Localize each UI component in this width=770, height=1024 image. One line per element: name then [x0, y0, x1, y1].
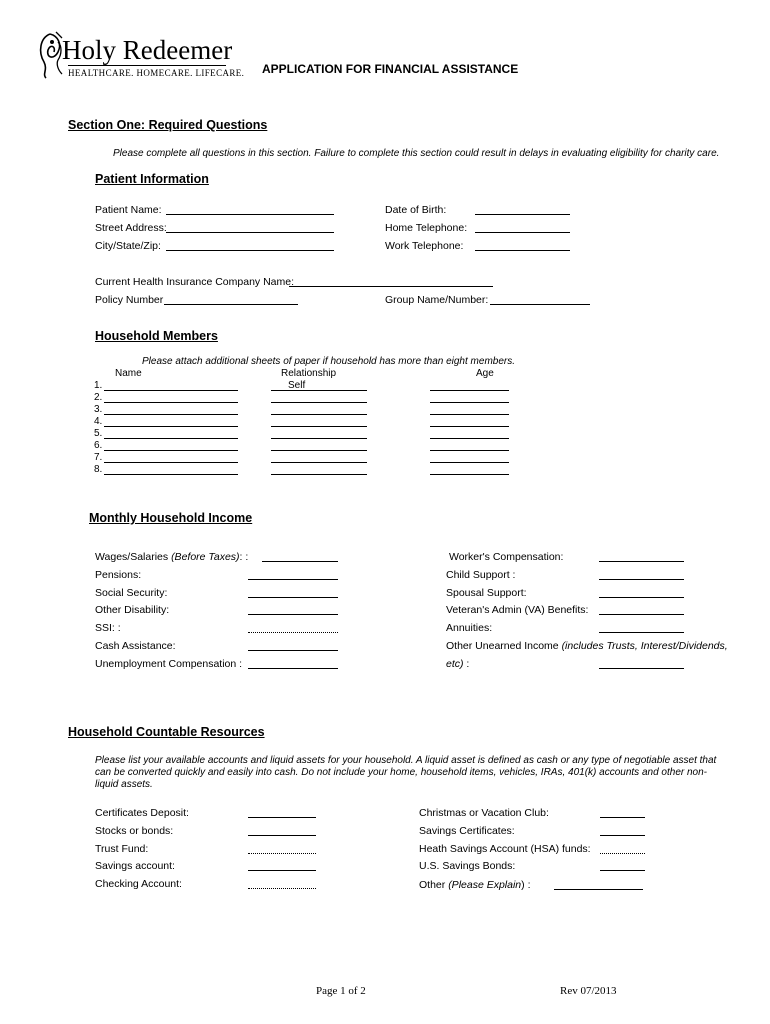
member-name-field[interactable] [104, 450, 238, 451]
section-one-title: Section One: Required Questions [68, 118, 268, 132]
street-address-label: Street Address: [95, 222, 167, 234]
ssi-field[interactable] [248, 632, 338, 633]
member-name-field[interactable] [104, 438, 238, 439]
cash-assistance-field[interactable] [248, 650, 338, 651]
member-age-field[interactable] [430, 414, 509, 415]
stocks-bonds-field[interactable] [248, 835, 316, 836]
city-state-zip-field[interactable] [166, 250, 334, 251]
savings-certificates-label: Savings Certificates: [419, 825, 515, 837]
member-row-number: 8. [94, 464, 103, 475]
member-relationship-field[interactable] [271, 390, 367, 391]
member-row-number: 7. [94, 452, 103, 463]
member-relationship-field[interactable] [271, 474, 367, 475]
patient-info-title: Patient Information [95, 172, 209, 186]
checking-account-field[interactable] [248, 888, 316, 889]
certificates-deposit-label: Certificates Deposit: [95, 807, 189, 819]
us-savings-bonds-field[interactable] [600, 870, 645, 871]
wages-field[interactable] [262, 561, 338, 562]
member-age-field[interactable] [430, 474, 509, 475]
spousal-support-label: Spousal Support: [446, 587, 527, 599]
member-relationship-field[interactable] [271, 402, 367, 403]
wages-label: Wages/Salaries (Before Taxes): : [95, 551, 249, 563]
member-row-number: 2. [94, 392, 103, 403]
relationship-self: Self [288, 380, 306, 391]
other-explain-label: Other (Please Explain) : [419, 879, 531, 891]
street-address-field[interactable] [166, 232, 334, 233]
logo [36, 30, 245, 82]
monthly-income-title: Monthly Household Income [89, 511, 253, 525]
group-number-label: Group Name/Number: [385, 294, 489, 306]
household-members-title: Household Members [95, 329, 218, 343]
member-relationship-field[interactable] [271, 438, 367, 439]
member-row-number: 6. [94, 440, 103, 451]
revision: Rev 07/2013 [560, 985, 617, 997]
social-security-field[interactable] [248, 597, 338, 598]
member-row-number: 5. [94, 428, 103, 439]
annuities-field[interactable] [599, 632, 684, 633]
member-name-field[interactable] [104, 462, 238, 463]
savings-account-label: Savings account: [95, 860, 175, 872]
member-name-field[interactable] [104, 414, 238, 415]
patient-name-label: Patient Name: [95, 204, 162, 216]
member-age-field[interactable] [430, 438, 509, 439]
member-relationship-field[interactable] [271, 450, 367, 451]
certificates-deposit-field[interactable] [248, 817, 316, 818]
policy-number-label: Policy Number [95, 294, 164, 306]
member-age-field[interactable] [430, 450, 509, 451]
countable-resources-title: Household Countable Resources [68, 725, 265, 739]
other-unearned-label-line2: etc) : [446, 658, 470, 670]
social-security-label: Social Security: [95, 587, 168, 599]
member-row-number: 3. [94, 404, 103, 415]
city-state-zip-label: City/State/Zip: [95, 240, 161, 252]
ssi-label: SSI: : [95, 622, 121, 634]
checking-account-label: Checking Account: [95, 878, 182, 890]
col-name-header: Name [115, 368, 142, 379]
home-telephone-field[interactable] [475, 232, 570, 233]
pensions-field[interactable] [248, 579, 338, 580]
trust-fund-field[interactable] [248, 853, 316, 854]
cash-assistance-label: Cash Assistance: [95, 640, 176, 652]
veterans-field[interactable] [599, 614, 684, 615]
other-disability-label: Other Disability: [95, 604, 170, 616]
us-savings-bonds-label: U.S. Savings Bonds: [419, 860, 516, 872]
logo-name: Holy Redeemer [62, 35, 233, 65]
annuities-label: Annuities: [446, 622, 493, 634]
col-relationship-header: Relationship [281, 368, 337, 379]
logo-tagline: HEALTHCARE. HOMECARE. LIFECARE. [68, 68, 245, 78]
member-age-field[interactable] [430, 462, 509, 463]
hsa-funds-field[interactable] [600, 853, 645, 854]
form-title: APPLICATION FOR FINANCIAL ASSISTANCE [262, 62, 519, 76]
hsa-funds-label: Heath Savings Account (HSA) funds: [419, 843, 591, 855]
savings-account-field[interactable] [248, 870, 316, 871]
resources-instructions-line1: Please list your available accounts and liquid assets for your household. A liquid asset is defined as cash or any type of negotiable asset that [95, 755, 717, 766]
home-telephone-label: Home Telephone: [385, 222, 468, 234]
resources-instructions-line2: can be converted quickly and easily into cash. Do not include your home, household items, vehicles, IRAs, 401(k) accounts and other non- [95, 767, 708, 778]
date-of-birth-label: Date of Birth: [385, 204, 447, 216]
member-relationship-field[interactable] [271, 462, 367, 463]
other-disability-field[interactable] [248, 614, 338, 615]
policy-number-field[interactable] [164, 304, 298, 305]
workers-comp-field[interactable] [599, 561, 684, 562]
member-age-field[interactable] [430, 402, 509, 403]
child-support-field[interactable] [599, 579, 684, 580]
member-relationship-field[interactable] [271, 426, 367, 427]
member-name-field[interactable] [104, 474, 238, 475]
unemployment-field[interactable] [248, 668, 338, 669]
veterans-label: Veteran's Admin (VA) Benefits: [446, 604, 589, 616]
member-age-field[interactable] [430, 426, 509, 427]
other-unearned-label: Other Unearned Income (includes Trusts, Interest/Dividends, [446, 640, 728, 652]
page-number: Page 1 of 2 [316, 985, 366, 997]
christmas-club-field[interactable] [600, 817, 645, 818]
member-row-number: 1. [94, 380, 103, 391]
section-one-instructions: Please complete all questions in this section. Failure to complete this section could result in delays in evaluating eligibility for charity care. [113, 148, 720, 159]
work-telephone-field[interactable] [475, 250, 570, 251]
member-relationship-field[interactable] [271, 414, 367, 415]
member-age-field[interactable] [430, 390, 509, 391]
workers-comp-label: Worker's Compensation: [449, 551, 564, 563]
member-row-number: 4. [94, 416, 103, 427]
household-members-note: Please attach additional sheets of paper if household has more than eight members. [142, 356, 516, 367]
other-unearned-field[interactable] [599, 668, 684, 669]
group-number-field[interactable] [490, 304, 590, 305]
child-support-label: Child Support : [446, 569, 516, 581]
date-of-birth-field[interactable] [475, 214, 570, 215]
christmas-club-label: Christmas or Vacation Club: [419, 807, 549, 819]
work-telephone-label: Work Telephone: [385, 240, 464, 252]
member-name-field[interactable] [104, 390, 238, 391]
unemployment-label: Unemployment Compensation : [95, 658, 243, 670]
stocks-bonds-label: Stocks or bonds: [95, 825, 174, 837]
patient-name-field[interactable] [166, 214, 334, 215]
trust-fund-label: Trust Fund: [95, 843, 149, 855]
pensions-label: Pensions: [95, 569, 142, 581]
resources-instructions-line3: liquid assets. [95, 779, 153, 790]
other-explain-field[interactable] [554, 889, 643, 890]
member-name-field[interactable] [104, 426, 238, 427]
insurance-company-field[interactable] [289, 286, 493, 287]
member-name-field[interactable] [104, 402, 238, 403]
savings-certificates-field[interactable] [600, 835, 645, 836]
col-age-header: Age [476, 368, 494, 379]
spousal-support-field[interactable] [599, 597, 684, 598]
insurance-company-label: Current Health Insurance Company Name: [95, 276, 295, 288]
